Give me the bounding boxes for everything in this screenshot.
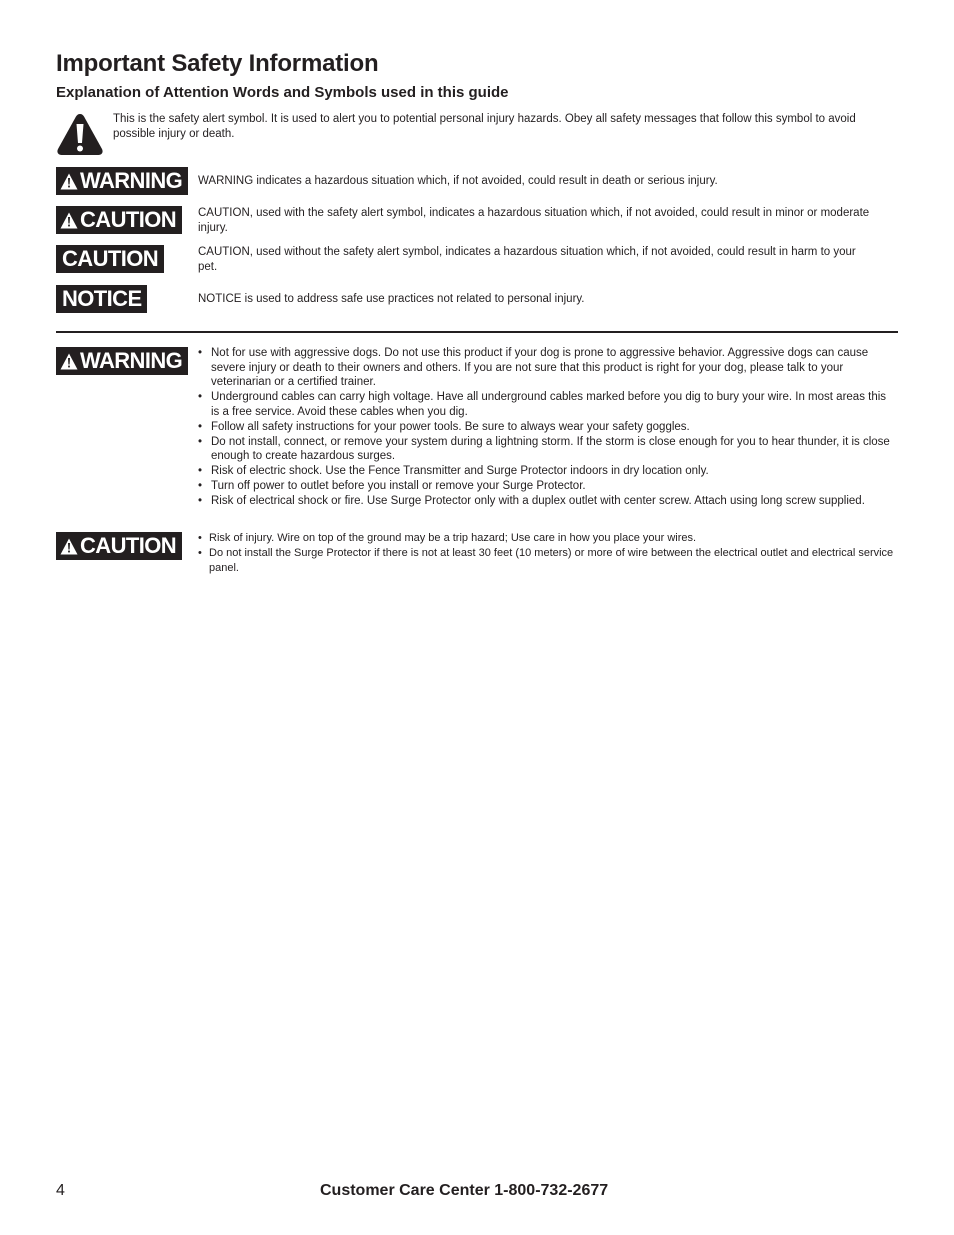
caution-plain-label [56,245,164,273]
list-item: • Not for use with aggressive dogs. Do not use this product if your dog is prone to aggressive behavior. Aggressive dogs can cause severe injury or death to their owners and others. If you are not sure that this product is right for your dog, please talk to your veterinarian or a certified trainer. [197,346,897,390]
caution-label-text: CAUTION [80,207,177,232]
caution-with-symbol-definition-text: CAUTION, used with the safety alert symbol, indicates a hazardous situation which, if not avoided, could result in minor or moderate injury. [198,207,870,234]
list-item: • Turn off power to outlet before you install or remove your Surge Protector. [197,479,897,494]
list-item: • Risk of electrical shock or fire. Use Surge Protector only with a duplex outlet with center screw. Attach using long screw supplied. [197,494,897,509]
warning-triangle-icon [60,538,78,555]
notice-definition-text: NOTICE is used to address safe use practices not related to personal injury. [198,293,585,305]
caution-list [197,531,897,576]
safety-alert-row [56,112,898,158]
list-item: • Do not install the Surge Protector if there is not at least 30 feet (10 meters) or more of wire between the electrical outlet and electrical service panel. [197,546,897,575]
caution-section-label [56,532,182,560]
customer-care-contact: Customer Care Center 1-800-732-2677 [320,1182,609,1199]
warning-label-text: WARNING [80,168,183,193]
warning-triangle-icon [60,353,78,370]
warning-label [56,167,188,195]
list-item: • Underground cables can carry high voltage. Have all underground cables marked before you dig to bury your wire. In most areas this is a free service. Avoid these cables when you dig. [197,390,897,419]
notice-label [56,285,147,313]
caution-plain-label-text: CAUTION [62,246,159,271]
page-title: Important Safety Information [56,50,379,77]
list-item: • Risk of injury. Wire on top of the ground may be a trip hazard; Use care in how you place your wires. [197,531,897,546]
list-item: • Follow all safety instructions for your power tools. Be sure to always wear your safety goggles. [197,420,897,435]
list-item: • Risk of electric shock. Use the Fence Transmitter and Surge Protector indoors in dry location only. [197,464,897,479]
notice-label-text: NOTICE [62,286,142,311]
page-number: 4 [56,1182,65,1199]
page-subtitle: Explanation of Attention Words and Symbols used in this guide [56,84,509,101]
warning-triangle-icon [60,212,78,229]
warning-list [197,346,897,509]
list-item: • Do not install, connect, or remove your system during a lightning storm. If the storm is close enough for you to hear thunder, it is close enough to create hazardous surges. [197,435,897,464]
caution-without-symbol-definition-text: CAUTION, used without the safety alert symbol, indicates a hazardous situation which, if not avoided, could result in harm to your pet. [198,246,856,273]
caution-section-label-text: CAUTION [80,533,177,558]
warning-definition-text: WARNING indicates a hazardous situation which, if not avoided, could result in death or serious injury. [198,175,718,187]
safety-alert-icon [56,112,104,156]
section-divider [56,331,898,333]
warning-section-label [56,347,188,375]
warning-section-label-text: WARNING [80,348,183,373]
safety-alert-description: This is the safety alert symbol. It is used to alert you to potential personal injury hazards. Obey all safety messages that follow this symbol to avoid possible injury or death. [113,113,856,140]
warning-triangle-icon [60,173,78,190]
caution-label [56,206,182,234]
